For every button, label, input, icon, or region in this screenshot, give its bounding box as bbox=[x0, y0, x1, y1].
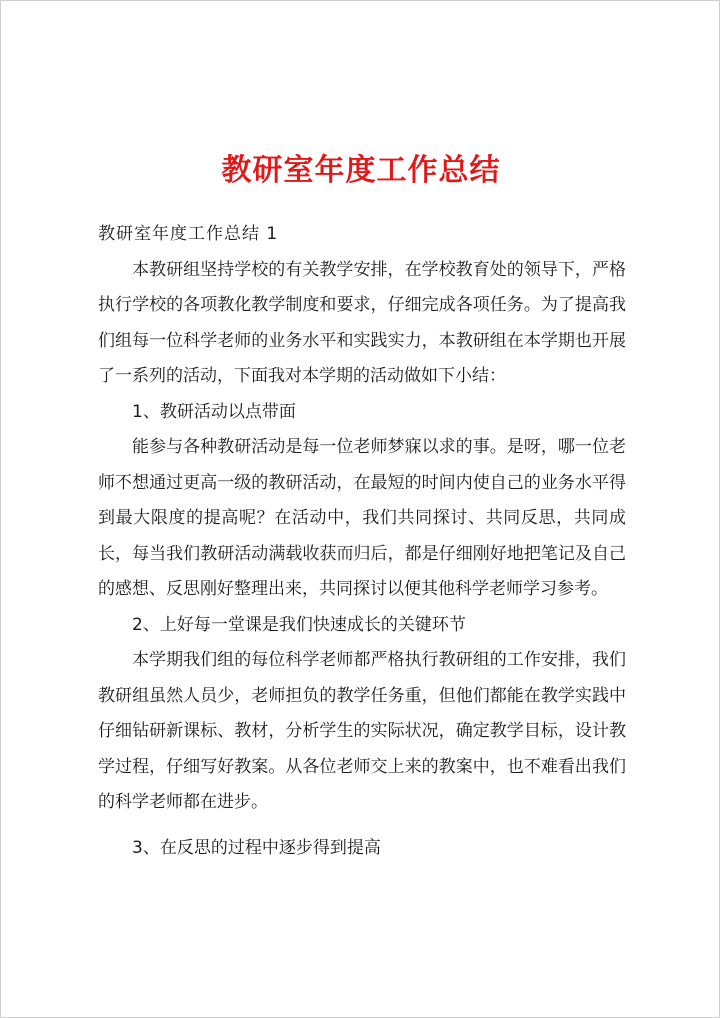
document-title: 教研室年度工作总结 bbox=[221, 153, 501, 188]
section-heading-2: 2、上好每一堂课是我们快速成长的关键环节 bbox=[132, 614, 466, 635]
intro-paragraph: 本教研组坚持学校的有关教学安排，在学校教育处的领导下，严格执行学校的各项教化教学制度和要求，仔细完成各项任务。为了提高我们组每一位科学老师的业务水平和实践实力，本教研组在本学期也开展了一系列的活动，下面我对本学期的活动做如下小结： bbox=[98, 259, 626, 386]
document-body bbox=[98, 217, 626, 866]
document-subtitle: 教研室年度工作总结 1 bbox=[98, 224, 279, 244]
section-heading-3: 3、在反思的过程中逐步得到提高 bbox=[132, 837, 381, 858]
section-body-1: 能参与各种教研活动是每一位老师梦寐以求的事。是呀，哪一位老师不想通过更高一级的教研活动，在最短的时间内使自己的业务水平得到最大限度的提高呢？在活动中，我们共同探讨、共同反思，共同成长，每当我们教研活动满载收获而归后，都是仔细刚好地把笔记及自己的感想、反思刚好整理出来，共同探讨以便其他科学老师学习参考。 bbox=[98, 437, 626, 599]
paragraph-gap bbox=[98, 821, 626, 831]
section-body-2: 本学期我们组的每位科学老师都严格执行教研组的工作安排，我们教研组虽然人员少，老师担负的教学任务重，但他们都能在教学实践中仔细钻研新课标、教材，分析学生的实际状况，确定教学目标，设计教学过程，仔细写好教案。从各位老师交上来的教案中，也不难看出我们的科学老师都在进步。 bbox=[98, 650, 626, 812]
section-heading-1: 1、教研活动以点带面 bbox=[132, 401, 296, 422]
